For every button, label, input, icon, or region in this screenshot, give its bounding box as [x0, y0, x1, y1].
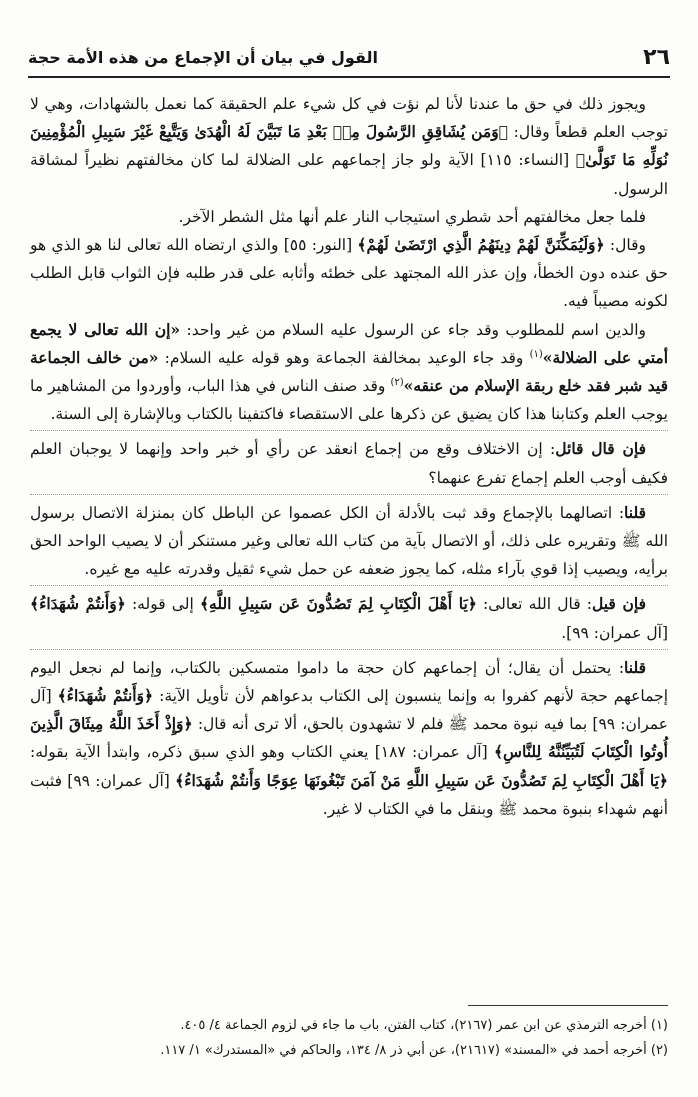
- text-run: إلى قوله:: [125, 595, 200, 614]
- quran-verse: ﴿وَإِذْ أَخَذَ اللَّهُ مِيثَاقَ الَّذِينَ أُوتُوا الْكِتَابَ لَتُبَيِّنُنَّهُ لِلنَّاسِ﴾: [30, 714, 668, 762]
- text-run: والدين اسم للمطلوب وقد جاء عن الرسول عليه السلام من غير واحد:: [180, 320, 646, 339]
- quran-verse: ﴿وَلَيُمَكِّنَنَّ لَهُمْ دِينَهُمُ الَّذِي ارْتَضَىٰ لَهُمْ﴾: [357, 235, 605, 255]
- header-rule: [28, 76, 670, 78]
- footnote-rule: [468, 1005, 668, 1006]
- text-run: [النساء: ١١٥] الآية ولو جاز إجماعهم على الضلالة لما كان مخالفتهم نظيراً لمشاقة الرسول.: [30, 151, 668, 198]
- quran-verse: ﴿وَمَن يُشَاقِقِ الرَّسُولَ مِنۢ بَعْدِ مَا تَبَيَّنَ لَهُ الْهُدَىٰ وَيَتَّبِعْ غَيْرَ سَبِيلِ الْمُؤْمِنِينَ نُوَلِّهِ مَا تَوَلَّىٰ﴾: [30, 122, 668, 170]
- text-run: وقال:: [604, 236, 647, 255]
- paragraph-separator: [30, 649, 668, 650]
- paragraph: [30, 435, 668, 491]
- bold-text: قلنا: [624, 657, 646, 677]
- paragraph: [30, 90, 668, 203]
- text-run: وقد صنف الناس في هذا الباب، وأوردوا من المشاهير ما يوجب العلم وكتابنا هذا كان يضيق عن ذكرها على الاستقصاء فاكتفينا بالكتاب وبالإشارة إلى السنة.: [30, 377, 668, 424]
- running-title: القول في بيان أن الإجماع من هذه الأمة حجة: [28, 47, 378, 67]
- text-run: ويجوز ذلك في حق ما عندنا لأنا لم نؤت في كل شيء علم الحقيقة كما نعمل بالشهادات، وهي لا توجب العلم قطعاً وقال:: [30, 95, 668, 142]
- footnote-marker: (١): [529, 348, 543, 360]
- text-run: [آل عمران: ٩٩] فثبت أنهم شهداء بنبوة محمد ﷺ وبنقل ما في الكتاب لا غير.: [30, 771, 668, 818]
- paragraph-separator: [30, 494, 668, 495]
- footnote-marker: (٢): [390, 376, 404, 388]
- bold-text: «من خالف الجماعة قيد شبر فقد خلع ربقة الإسلام من عنقه»: [30, 347, 668, 396]
- quran-verse: ﴿يَا أَهْلَ الْكِتَابِ لِمَ تَصُدُّونَ عَن سَبِيلِ اللَّهِ﴾: [199, 594, 477, 614]
- text-run: فلما جعل مخالفتهم أحد شطري استيجاب النار علم أنها مثل الشطر الآخر.: [178, 207, 646, 226]
- quran-verse: ﴿وَأَنتُمْ شُهَدَاءُ﴾: [30, 594, 126, 614]
- paragraph-separator: [30, 585, 668, 586]
- text-run: [النور: ٥٥] والذي ارتضاه الله تعالى لنا هو الذي هو حق عنده دون الخطأ، وإن عذر الله المجتهد على خطئه وأثابه على قدر طلبه فإن الثواب قابل الطلب لكونه مصيباً فيه.: [30, 236, 668, 311]
- bold-text: فإن قال قائل: [555, 439, 646, 459]
- text-run: وقد جاء الوعيد بمخالفة الجماعة وهو قوله عليه السلام:: [158, 348, 530, 367]
- paragraph: [30, 499, 668, 584]
- paragraph: [30, 654, 668, 823]
- text-run: : اتصالهما بالإجماع وقد ثبت بالأدلة أن الكل عصموا عن الباطل كان بمنزلة الاتصال برسول الله ﷺ وتقريره على ذلك، أو الاتصال بآية من كتاب الله تعالى وغير مستنكر أن لا يصيب الواحد الحق برأيه، ويصيب إذا قوي بآراء مثله، كما يجوز ضعفه عن حمل شيء ثقيل وقدرته عليه مع غيره.: [30, 503, 668, 579]
- quran-verse: ﴿وَأَنتُمْ شُهَدَاءُ﴾: [57, 686, 154, 706]
- bold-text: فإن قيل: [592, 594, 646, 614]
- footnote-2: (٢) أخرجه أحمد في «المسند» (٢١٦١٧)، عن أبي ذر ٨/ ١٣٤، والحاكم في «المستدرك» ١/ ١١٧.: [160, 1043, 668, 1058]
- page-number: ٢٦: [643, 44, 670, 70]
- footnotes: [30, 1013, 668, 1063]
- text-run: : قال الله تعالى:: [476, 595, 593, 614]
- text-run: [آل عمران: ١٨٧] يعني الكتاب وهو الذي سبق ذكره، وابتدأ الآية بقوله:: [30, 743, 494, 762]
- paragraph: [30, 231, 668, 316]
- text-run: : إن الاختلاف وقع من إجماع انعقد عن رأي أو خبر واحد وإنهما لا يوجبان العلم فكيف أوجب العلم إجماع تفرع عنهما؟: [30, 440, 668, 487]
- text-run: [آل عمران: ٩٩].: [561, 623, 668, 642]
- paragraph: [30, 203, 668, 231]
- text-run: : يحتمل أن يقال؛ أن إجماعهم كان حجة ما داموا متمسكين بالكتاب، وإنما لم نجعل اليوم إجماعهم حجة لأنهم كفروا به وإنما ينسبون إلى الكتاب بدعواهم لأن تأويل الآية:: [30, 658, 669, 706]
- bold-text: قلنا: [624, 502, 646, 522]
- footnote-1: (١) أخرجه الترمذي عن ابن عمر (٢١٦٧)، كتاب الفتن، باب ما جاء في لزوم الجماعة ٤/ ٤٠٥.: [180, 1018, 668, 1033]
- running-header: [28, 42, 670, 72]
- paragraph: [30, 316, 668, 429]
- paragraph: [30, 590, 668, 646]
- main-text: [30, 90, 668, 823]
- text-run: [آل عمران: ٩٩] بما فيه نبوة محمد ﷺ فلم لا تشهدون بالحق، ألا ترى أنه قال:: [30, 687, 668, 734]
- paragraph-separator: [30, 430, 668, 431]
- quran-verse: ﴿يَا أَهْلَ الْكِتَابِ لِمَ تَصُدُّونَ عَن سَبِيلِ اللَّهِ مَنْ آمَنَ تَبْغُونَهَا عِوَجًا وَأَنتُمْ شُهَدَاءُ﴾: [175, 770, 668, 790]
- bold-text: «إن الله تعالى لا يجمع أمتي على الضلالة»: [30, 319, 668, 367]
